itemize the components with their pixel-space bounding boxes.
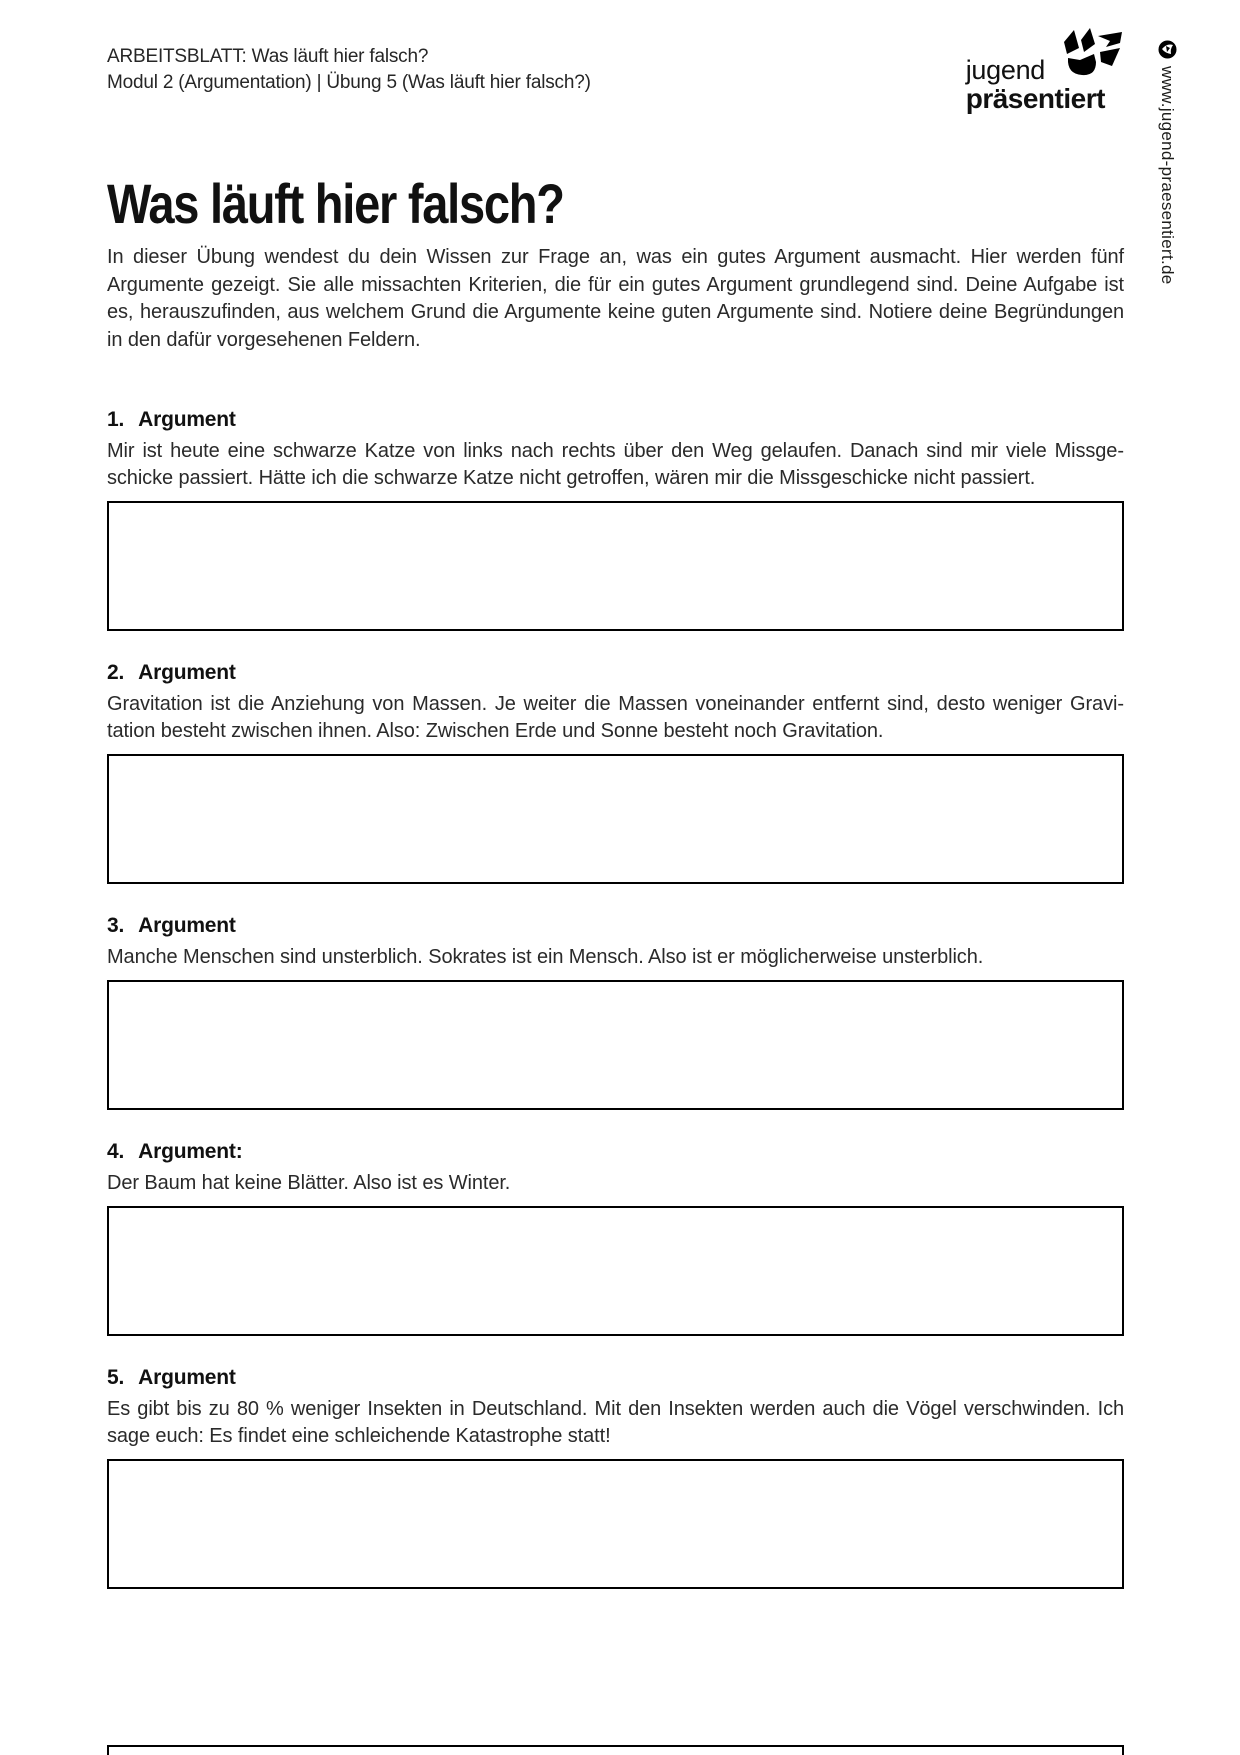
section-number: 3.	[107, 914, 125, 937]
section-heading	[107, 1366, 1124, 1390]
answer-box-5[interactable]	[107, 1459, 1124, 1589]
logo-word-praesentiert: präsentiert	[965, 83, 1105, 114]
section-argument-1	[107, 408, 1124, 631]
answer-box-partial[interactable]	[107, 1745, 1124, 1755]
section-heading	[107, 914, 1124, 938]
argument-text: Es gibt bis zu 80 % weniger Insekten in Deutschland. Mit den Insekten werden auch die Vögel verschwinden. Ich sage euch: Es findet eine schleichende Katastrophe statt!	[107, 1398, 1124, 1447]
section-number: 1.	[107, 408, 125, 431]
section-label: Argument:	[138, 1140, 243, 1163]
argument-text: Der Baum hat keine Blätter. Also ist es Winter.	[107, 1172, 511, 1194]
site-url-vertical	[1157, 40, 1177, 285]
content-column	[107, 0, 1124, 1589]
answer-box-1[interactable]	[107, 501, 1124, 631]
section-label: Argument	[138, 661, 236, 684]
section-argument-2	[107, 661, 1124, 884]
section-argument-4	[107, 1140, 1124, 1336]
section-label: Argument	[138, 914, 236, 937]
section-label: Argument	[138, 1366, 236, 1389]
globe-icon	[1157, 40, 1177, 59]
answer-box-3[interactable]	[107, 980, 1124, 1110]
argument-text: Gravitation ist die Anziehung von Massen. Je weiter die Massen voneinander entfernt sind, desto weniger Gravitation besteht zwischen ihnen. Also: Zwischen Erde und Sonne besteht noch Gravitation.	[107, 693, 1124, 742]
section-heading	[107, 1140, 1124, 1164]
section-argument-3	[107, 914, 1124, 1110]
section-heading	[107, 408, 1124, 432]
section-number: 5.	[107, 1366, 125, 1389]
section-label: Argument	[138, 408, 236, 431]
doc-header-line1: ARBEITSBLATT: Was läuft hier falsch?	[107, 46, 429, 67]
section-argument-5	[107, 1366, 1124, 1589]
section-heading	[107, 661, 1124, 685]
section-number: 4.	[107, 1140, 125, 1163]
page-title: Was läuft hier falsch?	[107, 172, 564, 235]
argument-text: Mir ist heute eine schwarze Katze von links nach rechts über den Weg gelaufen. Danach sind mir viele Missgeschicke passiert. Hätte ich die schwarze Katze nicht getroffen, wären mir die Missgeschicke nicht passiert.	[107, 440, 1124, 489]
answer-box-2[interactable]	[107, 754, 1124, 884]
doc-header-line2: Modul 2 (Argumentation) | Übung 5 (Was läuft hier falsch?)	[107, 72, 591, 93]
logo-word-jugend: jugend	[965, 55, 1045, 85]
site-url-text: www.jugend-praesentiert.de	[1158, 66, 1177, 285]
answer-box-4[interactable]	[107, 1206, 1124, 1336]
section-number: 2.	[107, 661, 125, 684]
argument-text: Manche Menschen sind unsterblich. Sokrates ist ein Mensch. Also ist er möglicherweise unsterblich.	[107, 946, 984, 968]
intro-paragraph: In dieser Übung wendest du dein Wissen zur Frage an, was ein gutes Argument ausmacht. Hier werden fünf Argumente gezeigt. Sie alle missachten Kriterien, die für ein gutes Argument grundlegend sind. Deine Aufgabe ist es, herauszufinden, aus welchem Grund die Argumente keine guten Argumente sind. Notiere deine Begründungen in den dafür vorgesehenen Feldern.	[107, 246, 1124, 351]
